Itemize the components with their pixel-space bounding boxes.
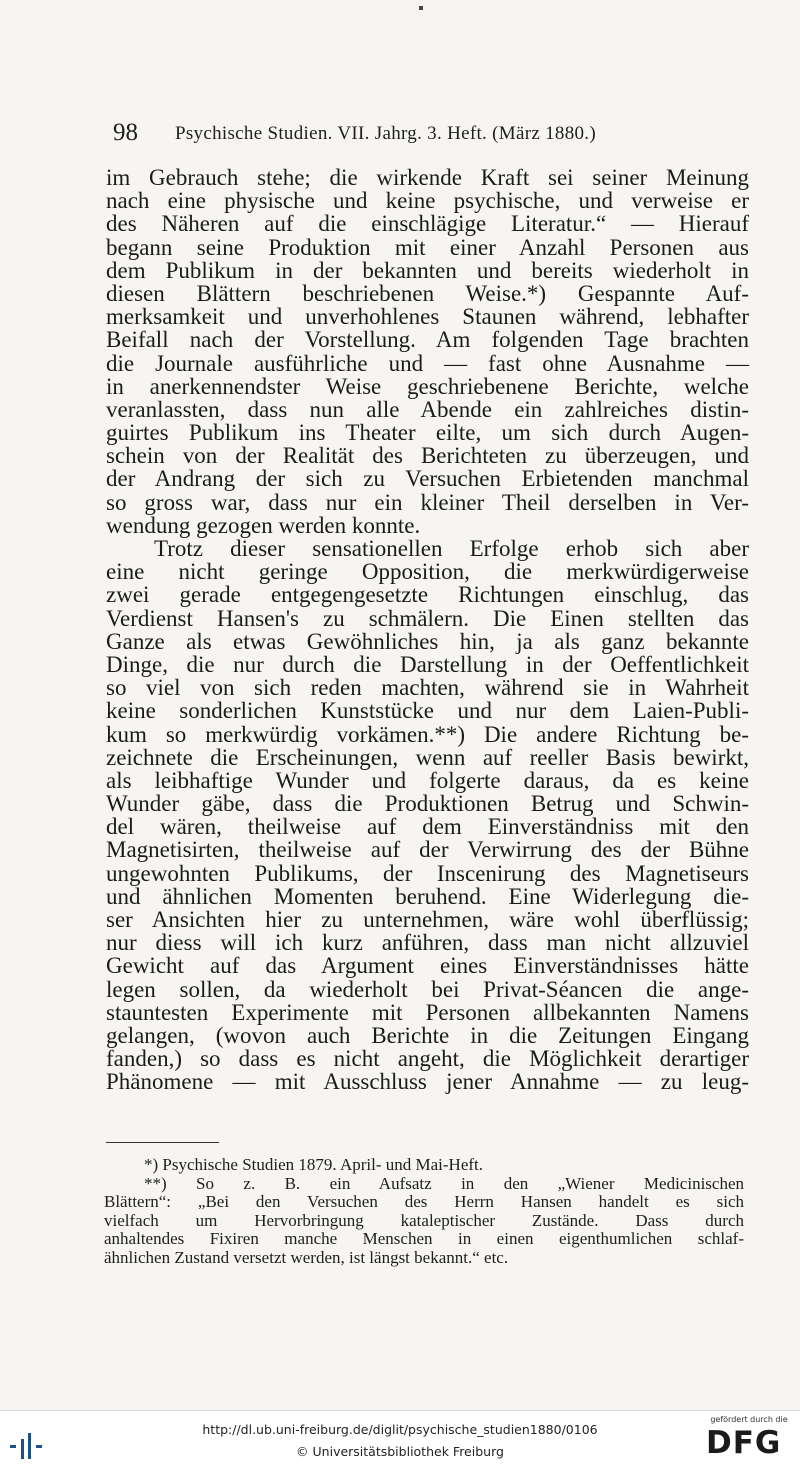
text-line: dem Publikum in der bekannten und bereits wiederholt in: [106, 257, 749, 283]
text-line: begann seine Produktion mit einer Anzahl Personen aus: [106, 234, 749, 260]
footnote-divider: [106, 1142, 219, 1143]
footnote-line: anhaltendes Fixiren manche Menschen in einen eigenthumlichen schlaf-: [104, 1229, 744, 1248]
footnote-line: Blättern“: „Bei den Versuchen des Herrn Hansen handelt es sich: [104, 1192, 744, 1211]
text-line: diesen Blättern beschriebenen Weise.*) Gespannte Auf-: [106, 280, 749, 306]
dfg-tagline: gefördert durch die: [710, 1415, 788, 1424]
text-line: kum so merkwürdig vorkämen.**) Die andere Richtung be-: [106, 721, 749, 747]
text-line: keine sonderlichen Kunststücke und nur dem Laien-Publi-: [106, 698, 749, 724]
text-line: und ähnlichen Momenten beruhend. Eine Widerlegung die-: [106, 883, 749, 909]
text-line: zwei gerade entgegengesetzte Richtungen einschlug, das: [106, 582, 749, 608]
text-line: legen sollen, da wiederholt bei Privat-Séancen die ange-: [106, 976, 749, 1002]
text-line: wendung gezogen werden konnte.: [106, 512, 421, 538]
page-number: 98: [113, 119, 138, 146]
text-line: in anerkennendster Weise geschriebenene Berichte, welche: [106, 373, 749, 399]
text-line: guirtes Publikum ins Theater eilte, um sich durch Augen-: [106, 420, 749, 446]
scan-dot: [419, 6, 423, 10]
text-line: veranlassten, dass nun alle Abende ein zahlreiches distin-: [106, 396, 749, 422]
text-line: des Näheren auf die einschlägige Literatur.“ — Hierauf: [106, 211, 749, 237]
copyright: © Universitätsbibliothek Freiburg: [296, 1444, 504, 1459]
text-line: zeichnete die Erscheinungen, wenn auf reeller Basis bewirkt,: [106, 744, 749, 770]
body-text: [106, 166, 749, 1094]
text-line: merksamkeit und unverhohlenes Staunen während, lebhafter: [106, 304, 749, 330]
viewer-footer: [0, 1410, 800, 1466]
text-line: die Journale ausführliche und — fast ohne Ausnahme —: [106, 350, 749, 376]
text-line: nur diess will ich kurz anführen, dass man nicht allzuviel: [106, 930, 749, 956]
text-line: Dinge, die nur durch die Darstellung in der Oeffentlichkeit: [106, 651, 749, 677]
text-line: als leibhaftige Wunder und folgerte daraus, da es keine: [106, 767, 749, 793]
text-line: Trotz dieser sensationellen Erfolge erhob sich aber: [154, 536, 749, 561]
footnotes: [104, 1156, 744, 1267]
footnote-line: ähnlichen Zustand versetzt werden, ist längst bekannt.“ etc.: [104, 1247, 509, 1267]
footnote-line: vielfach um Hervorbringung kataleptischer Zustände. Dass durch: [104, 1210, 744, 1230]
text-line: so viel von sich reden machten, während sie in Wahrheit: [106, 675, 749, 701]
text-line: Ganze als etwas Gewöhnliches hin, ja als ganz bekannte: [106, 628, 749, 654]
text-line: der Andrang der sich zu Versuchen Erbietenden manchmal: [106, 466, 749, 492]
text-line: so gross war, dass nur ein kleiner Theil derselben in Ver-: [106, 489, 749, 515]
text-line: eine nicht geringe Opposition, die merkwürdigerweise: [106, 559, 749, 585]
text-line: nach eine physische und keine psychische, und verweise er: [106, 188, 749, 214]
permalink[interactable]: http://dl.ub.uni-freiburg.de/diglit/psychische_studien1880/0106: [202, 1422, 598, 1437]
text-line: del wären, theilweise auf dem Einverständniss mit den: [106, 814, 749, 840]
text-line: gelangen, (wovon auch Berichte in die Zeitungen Eingang: [106, 1022, 749, 1048]
text-line: fanden,) so dass es nicht angeht, die Möglichkeit derartiger: [106, 1046, 749, 1072]
text-line: Beifall nach der Vorstellung. Am folgenden Tage brachten: [106, 327, 749, 353]
footnote-line: *) Psychische Studien 1879. April- und Mai-Heft.: [144, 1155, 484, 1174]
text-line: stauntesten Experimente mit Personen allbekannten Namens: [106, 999, 749, 1025]
running-title: Psychische Studien. VII. Jahrg. 3. Heft. (März 1880.): [175, 123, 596, 144]
text-line: Gewicht auf das Argument eines Einverständnisses hätte: [106, 953, 749, 979]
text-line: ser Ansichten hier zu unternehmen, wäre wohl überflüssig;: [106, 907, 749, 932]
page-header: [113, 118, 693, 152]
text-line: Phänomene — mit Ausschluss jener Annahme — zu leug-: [106, 1069, 749, 1095]
text-line: im Gebrauch stehe; die wirkende Kraft sei seiner Meinung: [106, 165, 749, 190]
text-line: Wunder gäbe, dass die Produktionen Betrug und Schwin-: [106, 791, 749, 817]
text-line: Verdienst Hansen's zu schmälern. Die Einen stellten das: [106, 605, 749, 631]
dfg-wordmark: DFG: [706, 1425, 782, 1461]
text-line: ungewohnten Publikums, der Inscenirung des Magnetiseurs: [106, 860, 749, 886]
dfg-logo: [704, 1415, 794, 1463]
text-line: schein von der Realität des Berichteten zu überzeugen, und: [106, 443, 749, 469]
text-line: Magnetisirten, theilweise auf der Verwirrung des der Bühne: [106, 837, 749, 863]
footnote-line: **) So z. B. ein Aufsatz in den „Wiener Medicinischen: [144, 1173, 744, 1193]
